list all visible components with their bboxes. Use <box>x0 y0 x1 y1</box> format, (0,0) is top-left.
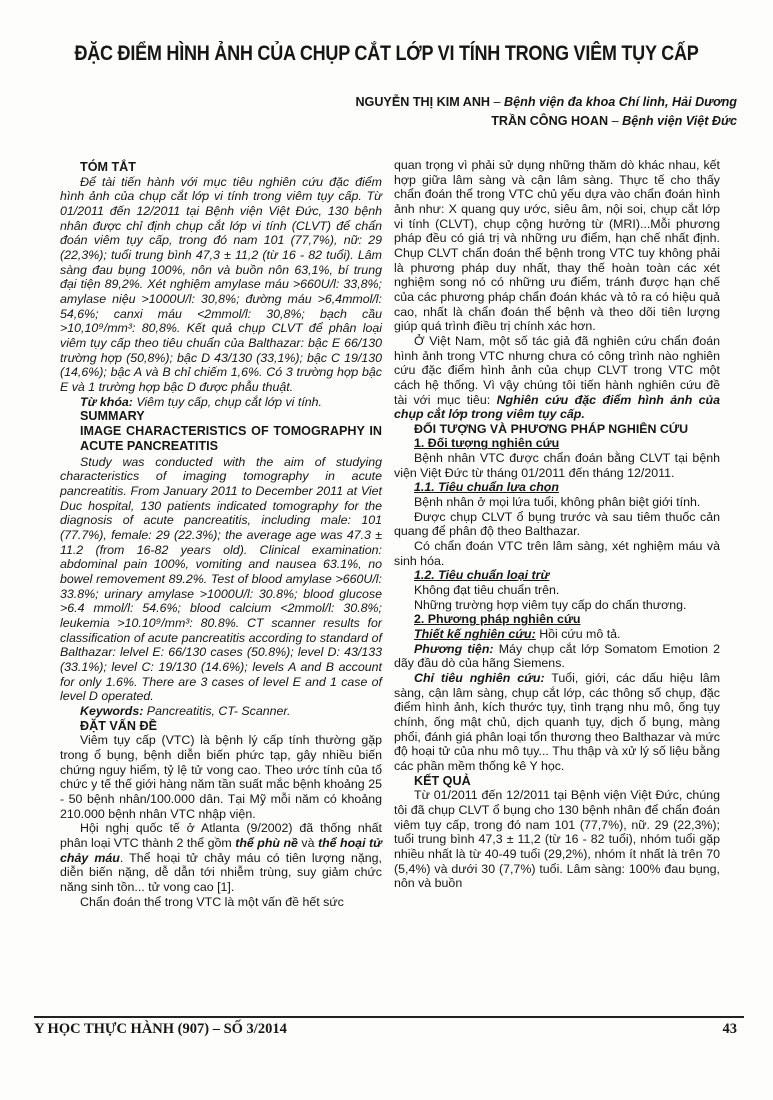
emphasis-text: thể hoại tử chảy máu <box>60 835 382 865</box>
author-affiliation: Bệnh viện Việt Đức <box>622 114 737 128</box>
keywords-vietnamese <box>60 395 382 410</box>
text-run: Hồi cứu mô tả. <box>535 627 621 641</box>
body-paragraph <box>394 671 720 774</box>
text-run: Máy chụp cắt lớp Somatom Emotion 2 dãy đầu dò của hãng Siemens. <box>394 641 720 671</box>
emphasis-text: thể phù nề <box>235 835 298 850</box>
article-title: ĐẶC ĐIỂM HÌNH ẢNH CỦA CHỤP CẮT LỚP VI TÍNH TRONG VIÊM TỤY CẤP <box>74 42 699 65</box>
right-column <box>394 158 720 891</box>
subheading: 1. Đối tượng nghiên cứu <box>414 436 560 451</box>
text-run: Tuổi, giới, các dấu hiệu lâm sàng, cận lâm sàng, chụp cắt lớp, các thông số chụp, đặc điểm hình ảnh, kích thước tụy, tình trạng nhu mô, ống tụy chính, ống mật chủ, dịch quanh tụy, dịch ổ bụng, màng phổi, đánh giá phân loại tổn thương theo Balthazar và mức độ hoại tử của nhu mô tụy... Thu thập và xử lý số liệu bằng các phần mềm thống kê Y học. <box>394 670 721 773</box>
introduction-heading: ĐẶT VẤN ĐỀ <box>80 718 157 733</box>
body-paragraph: Không đạt tiêu chuẩn trên. <box>414 583 560 598</box>
results-heading: KẾT QUẢ <box>414 773 471 788</box>
keywords-label: Keywords: <box>80 703 144 718</box>
body-paragraph: Từ 01/2011 đến 12/2011 tại Bệnh viện Việt Đức, chúng tôi đã chụp CLVT ổ bụng cho 130 bệnh nhân để chẩn đoán viêm tụy cấp, trong đó nam 101 (77,7%), nữ. 29 (22,3%); tuổi trung bình 47,3 ± 11,2 (từ 16 - 82 tuổi), nhóm tuổi gặp nhiều nhất là từ 40-49 tuổi (29,2%), nhóm ít nhất là trên 70 (5,4%) và dưới 30 (7,7%) tuổi. Lâm sàng: 100% đau bụng, nôn và buồn <box>394 788 720 891</box>
subheading: 1.2. Tiêu chuẩn loại trừ <box>414 568 550 583</box>
author-affiliation: Bệnh viện đa khoa Chí linh, Hải Dương <box>504 95 737 109</box>
abstract-english: Study was conducted with the aim of studying characteristics of imaging tomography in acute pancreatitis. From January 2011 to December 2011 at Viet Duc hospital, 130 patients indicated tomography for the diagnosis of acute pancreatitis, including male: 101 (77.7%), female: 29 (22.3%); the average age was 47.3 ± 11.2 (from 16-82 years old). Clinical examination: abdominal pain 100%, vomiting and nausea 63.1%, no bowel removement 89.2%. Test of blood amylase >660U/l: 33.8%; urinary amylase >1000U/l: 30.8%; blood glucose >6.4 mmol/l: 54.6%; blood calcium <2mmol/l: 30.8%; leukemia >10.10⁹/mm³: 80.8%. CT scanner results for classification of acute pancreatitis according to standard of Balthazar: lelvel E: 66/130 cases (50.8%); level D: 43/133 (33.1%); level C: 19/130 (14.6%); levels A and B account for only 1.6%. There are 3 cases of level E and 1 case of level D operated. <box>60 454 382 704</box>
body-paragraph <box>394 627 720 642</box>
author-line-2 <box>491 114 737 128</box>
text-run: và <box>297 835 318 850</box>
author-name: NGUYỄN THỊ KIM ANH <box>355 95 491 109</box>
introduction-paragraph: Chẩn đoán thể trong VTC là một vấn đề hết sức <box>80 894 344 909</box>
introduction-paragraph: Viêm tụy cấp (VTC) là bệnh lý cấp tính thường gặp trong ổ bụng, bệnh diễn biến phức tạp, gây nhiều biến chứng nguy hiểm, tỷ lệ tử vong cao. Theo ước tính của tổ chức y tế thế giới hàng năm tần suất mắc bệnh khoảng 25 - 50 bệnh nhân/100.000 dân. Tại Mỹ mỗi năm có khoảng 210.000 bệnh nhân VTC nhập viện. <box>60 733 382 821</box>
footer-divider <box>34 1016 744 1018</box>
english-title: IMAGE CHARACTERISTICS OF TOMOGRAPHY IN ACUTE PANCREATITIS <box>80 423 382 454</box>
text-run: Hội nghị quốc tế ở Atlanta (9/2002) đã thống nhất phân loại VTC thành 2 thể gồm <box>60 821 382 850</box>
introduction-paragraph <box>60 821 382 894</box>
body-paragraph: Những trường hợp viêm tụy cấp do chấn thương. <box>414 597 687 612</box>
body-paragraph <box>394 334 720 422</box>
body-paragraph: Có chẩn đoán VTC trên lâm sàng, xét nghiệm máu và sinh hóa. <box>394 539 720 568</box>
author-line-1 <box>355 95 737 109</box>
text-run: Ở Việt Nam, một số tác giả đã nghiên cứu chẩn đoán hình ảnh trong VTC nhưng chưa có công trình nào nghiên cứu đặc điểm hình ảnh của chụp CLVT trong VTC một cách hệ thống. Vì vậy chúng tôi tiến hành nghiên cứu đề tài với mục tiêu: <box>394 333 720 407</box>
body-paragraph: Được chụp CLVT ổ bụng trước và sau tiêm thuốc cản quang để phân độ theo Balthazar. <box>394 509 720 539</box>
body-paragraph: Bệnh nhân VTC được chẩn đoán bằng CLVT tại bệnh viện Việt Đức từ tháng 01/2011 đến tháng 12/2011. <box>394 451 720 480</box>
abstract-heading: TÓM TẮT <box>80 160 136 174</box>
keywords-english <box>60 704 382 719</box>
author-name: TRẦN CÔNG HOAN <box>491 114 609 128</box>
left-column <box>60 160 382 909</box>
author-separator: – <box>608 114 623 128</box>
abstract-vietnamese: Để tài tiến hành với mục tiêu nghiên cứu đặc điểm hình ảnh của chụp cắt lớp vi tính trong viêm tụy cấp. Từ 01/2011 đến 12/2011 tại Bệnh viện Việt Đức, 130 bệnh nhân được chỉ định chụp cắt lớp vi tính (CLVT) để chẩn đoán viêm tụy cấp, trong đó nam 101 (77,7%), nữ: 29 (22,3%); tuổi trung bình 47,3 ± 11,2 (từ 16 - 82 tuổi). Lâm sàng đau bụng 100%, nôn và buồn nôn 63,1%, bí trung đại tiện 89,2%. Xét nghiệm amylase máu >660U/l: 33,8%; amylase niệu >1000U/l: 30,8%; đường máu >6,4mmol/l: 54,6%; canxi máu <2mmol/l: 30,8%; bạch cầu >10,10⁹/mm³: 80,8%. Kết quả chụp CLVT để phân loại viêm tụy cấp theo tiêu chuẩn của Balthazar: bậc E 66/130 trường hợp (50,8%); bậc D 43/130 (33,1%); bậc C 19/130 (14,6%); bậc A và B chỉ chiếm 1,6%. Có 3 trường hợp bậc E và 1 trường hợp bậc D được phẫu thuật. <box>60 174 382 394</box>
keywords-text: Viêm tụy cấp, chụp cắt lớp vi tính. <box>132 394 322 409</box>
journal-footer: Y HỌC THỰC HÀNH (907) – SỐ 3/2014 <box>34 1021 287 1037</box>
body-paragraph <box>394 642 720 671</box>
keywords-text: Pancreatitis, CT- Scanner. <box>143 703 291 718</box>
page-number: 43 <box>722 1021 737 1037</box>
subheading: 2. Phương pháp nghiên cứu <box>414 612 581 627</box>
methods-heading: ĐỐI TƯỢNG VÀ PHƯƠNG PHÁP NGHIÊN CỨU <box>414 421 689 436</box>
field-label: Chỉ tiêu nghiên cứu: <box>414 670 545 685</box>
body-paragraph: Bệnh nhân ở mọi lứa tuổi, không phân biệt giới tính. <box>414 495 701 510</box>
field-label: Thiết kế nghiên cứu: <box>414 627 536 641</box>
subheading: 1.1. Tiêu chuẩn lựa chọn <box>414 480 559 495</box>
summary-heading: SUMMARY <box>80 409 145 424</box>
text-run: . Thể hoại tử chảy máu có tiên lượng nặng, diễn biến nặng, dễ dẫn tới nhiễm trùng, suy giảm chức năng sinh tồn... tử vong cao [1]. <box>60 850 382 894</box>
author-separator: – <box>490 95 505 109</box>
keywords-label: Từ khóa: <box>80 394 133 409</box>
field-label: Phương tiện: <box>414 641 494 656</box>
emphasis-text: Nghiên cứu đặc điểm hình ảnh của chụp cắt lớp trong viêm tụy cấp. <box>394 392 720 422</box>
body-paragraph: quan trọng vì phải sử dụng những thăm dò khác nhau, kết hợp giữa lâm sàng và cận lâm sàng. Thực tế cho thấy chẩn đoán thể trong VTC chủ yếu dựa vào chẩn đoán hình ảnh như: X quang quy ước, siêu âm, nội soi, chụp cắt lớp vi tính (CLVT), chụp cộng hưởng từ (MRI)...Mỗi phương pháp đều có giá trị và những ưu điểm, hạn chế nhất định. Chụp CLVT chẩn đoán thể bệnh trong VTC tuy không phải là phương pháp duy nhất, thay thế hoàn toàn các xét nghiệm song nó có những ưu điểm, tránh được hạn chế của các phương pháp chẩn đoán khác và tỏ ra có hiệu quả cao, nhất là chẩn đoán thể bệnh và theo dõi tiên lượng giúp quá trình điều trị chính xác hơn. <box>394 158 720 334</box>
